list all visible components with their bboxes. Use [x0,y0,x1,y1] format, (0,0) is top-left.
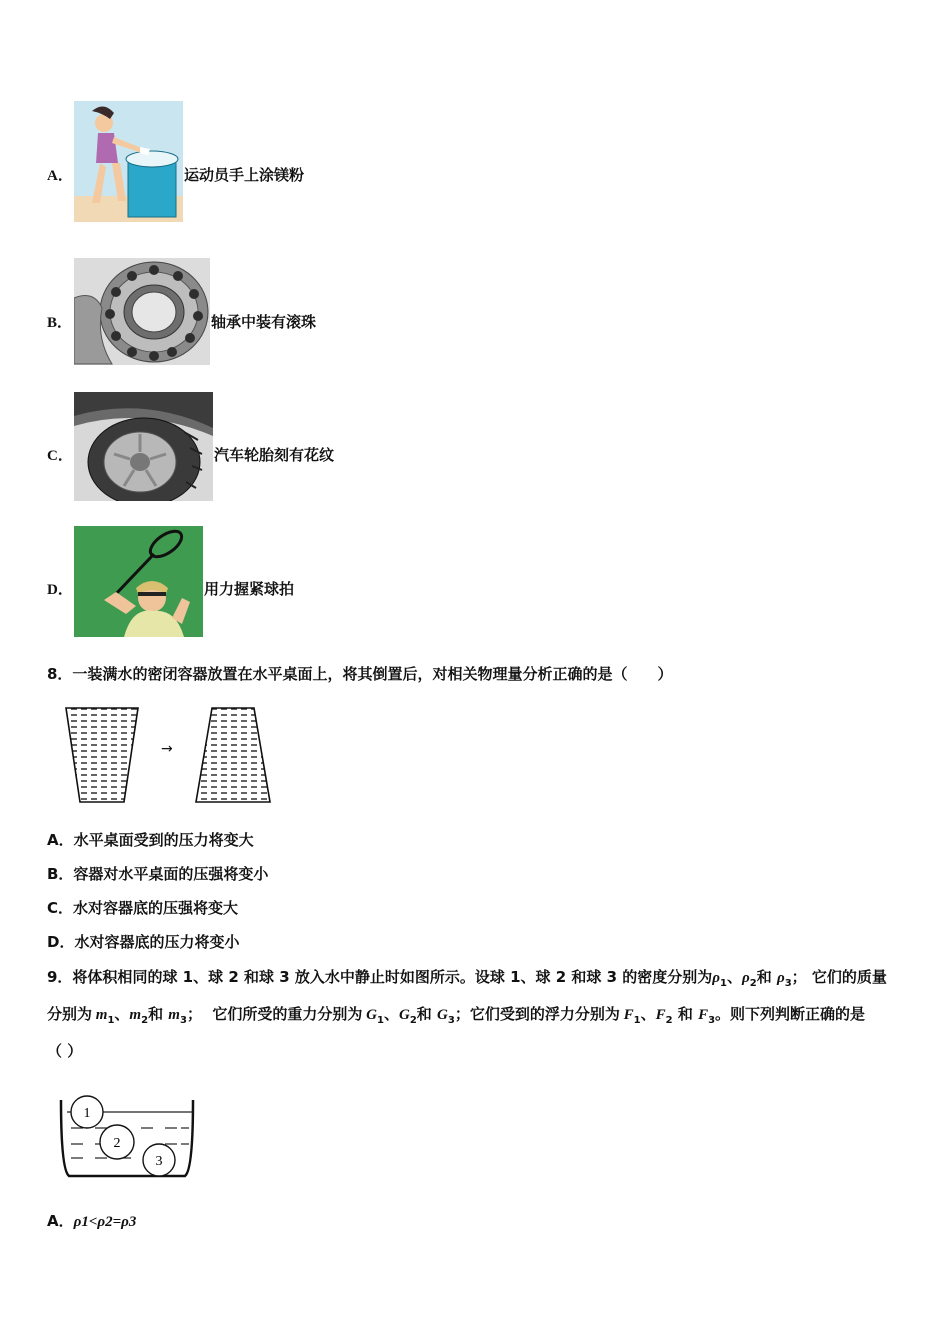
container-inverted-shape [196,708,270,802]
q9-line1-text: 9．将体积相同的球 1、球 2 和球 3 放入水中静止时如图所示。设球 1、球 2 和球 3 的密度分别为 [47,968,713,986]
q8-option-c: C．水对容器底的压强将变大 [47,899,239,917]
q9-line2-mid2: 它们受到的浮力分别为 [469,1005,620,1023]
option-d-letter: D． [47,582,73,598]
q9-line2-tail: 。则下列判断正确的是 [715,1005,866,1023]
q9-line1-tail: 它们的质量 [811,968,887,986]
arrow-icon: → [161,741,173,757]
q8-option-a: A．水平桌面受到的压力将变大 [47,831,254,849]
q8-option-d: D．水对容器底的压力将变小 [47,933,240,951]
option-c-letter: C． [47,448,73,464]
q9-line2-start: 分别为 [47,1005,93,1023]
q8-option-b: B．容器对水平桌面的压强将变小 [47,865,269,883]
q9-option-a [47,1210,136,1231]
option-a-caption: 运动员手上涂镁粉 [184,166,305,184]
q9-line2-mid: 它们所受的重力分别为 [212,1005,363,1023]
container-upright-shape [66,708,138,802]
q9-option-a-letter: A． [47,1212,74,1230]
q8-stem: 8．一装满水的密闭容器放置在水平桌面上，将其倒置后，对相关物理量分析正确的是（ ） [47,665,673,683]
ball-2-label: 2 [113,1136,121,1151]
q9-option-a-expr: ρ1<ρ2=ρ3 [73,1214,137,1230]
option-a-letter: A． [47,168,73,184]
option-c-caption: 汽车轮胎刻有花纹 [214,446,335,464]
q9-paren: （ ） [47,1042,83,1060]
car-tire-image [74,392,213,501]
option-b-caption: 轴承中装有滚珠 [211,313,317,331]
ball-1-label: 1 [83,1106,91,1121]
athlete-chalk-image [74,101,183,222]
tennis-player-image [74,526,203,637]
q9-line1: 9．将体积相同的球 1、球 2 和球 3 放入水中静止时如图所示。设球 1、球 2 和球 3 的密度分别为$\rho_1$、$\rho_2$和 $\rho_3$； 它们的质量 [47,968,887,989]
option-d-caption: 用力握紧球拍 [204,580,295,598]
option-b-letter: B． [47,315,73,331]
ball-3-label: 3 [155,1154,163,1169]
q9-balls-figure [55,1092,205,1182]
q9-line2: 分别为 $m_1$、$m_2$和 $m_3$； 它们所受的重力分别为 $G_1$、$G_2$和 $G_3$；它们受到的浮力分别为 $F_1$、$F_2$ 和 $F_3$。则下列判断正确的是 [47,1005,866,1026]
ball-bearing-image [74,258,210,365]
